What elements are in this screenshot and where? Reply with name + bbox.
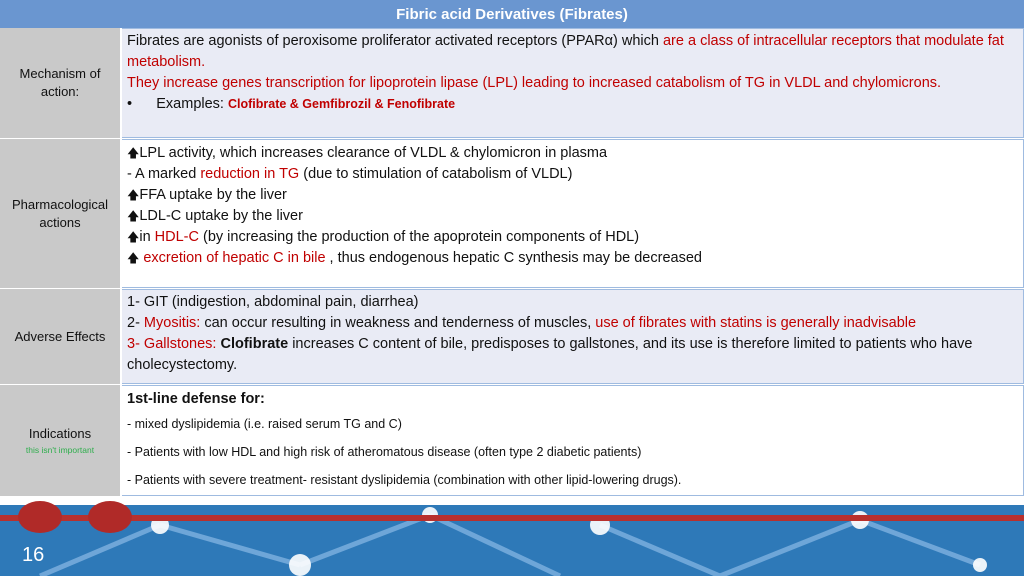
adverse-red: 3- Gallstones: bbox=[127, 336, 221, 352]
adverse-num: 2- bbox=[127, 315, 144, 331]
label-line: actions bbox=[39, 214, 81, 230]
action-text-red: reduction in TG bbox=[200, 166, 300, 182]
label-line: action: bbox=[40, 84, 80, 99]
action-text: FFA uptake by the liver bbox=[139, 187, 287, 203]
action-line bbox=[127, 164, 1017, 185]
adverse-line bbox=[127, 334, 1017, 376]
row-mechanism bbox=[0, 28, 1024, 139]
examples-line bbox=[127, 94, 1017, 115]
action-line bbox=[127, 227, 1017, 248]
mechanism-content bbox=[122, 28, 1024, 138]
item-dash: - bbox=[127, 417, 135, 431]
up-arrow-icon: 🡅 bbox=[127, 209, 140, 223]
mechanism-text-red: are a class of intracellular receptors that modulate fat metabolism. bbox=[127, 33, 1004, 70]
action-line bbox=[127, 143, 1017, 164]
footer-red-circle bbox=[88, 501, 132, 533]
action-text: LDL-C uptake by the liver bbox=[139, 208, 303, 224]
indications-heading: 1st-line defense for: bbox=[127, 391, 265, 407]
label-line: Adverse Effects bbox=[14, 328, 106, 344]
bullet: • bbox=[127, 96, 133, 112]
action-text-red: HDL-C bbox=[154, 229, 199, 245]
footer-red-circle bbox=[18, 501, 62, 533]
up-arrow-icon: 🡅 bbox=[127, 230, 140, 244]
row-label-adverse bbox=[0, 289, 122, 384]
footer-red-line bbox=[0, 515, 1024, 521]
action-line bbox=[127, 185, 1017, 206]
label-line: Mechanism of bbox=[19, 66, 101, 81]
adverse-red: Myositis: bbox=[143, 315, 201, 331]
row-adverse bbox=[0, 289, 1024, 385]
up-arrow-icon: 🡅 bbox=[127, 146, 140, 160]
indications-note: this isn't important bbox=[25, 444, 95, 455]
adverse-line: 1- GIT (indigestion, abdominal pain, diarrhea) bbox=[127, 294, 419, 310]
mechanism-lpl-text: They increase genes transcription for lipoprotein lipase (LPL) leading to increased catabolism of TG in VLDL and chylomicrons. bbox=[127, 75, 942, 91]
mechanism-text bbox=[127, 31, 1017, 73]
item-text: mixed dyslipidemia (i.e. raised serum TG and C) bbox=[134, 417, 402, 431]
up-arrow-icon: 🡅 bbox=[127, 251, 140, 265]
adverse-line bbox=[127, 313, 1017, 334]
examples-value: Clofibrate & Gemfibrozil & Fenofibrate bbox=[227, 97, 456, 111]
indications-content bbox=[122, 385, 1024, 496]
indication-item: - Patients with low HDL and high risk of atheromatous disease (often type 2 diabetic patients) bbox=[127, 445, 642, 459]
action-text: (due to stimulation of catabolism of VLDL) bbox=[299, 166, 573, 182]
indication-item: - Patients with severe treatment- resistant dyslipidemia (combination with other lipid-lowering drugs). bbox=[127, 473, 682, 487]
action-text: in bbox=[139, 229, 155, 245]
label-line: Indications bbox=[28, 425, 92, 441]
up-arrow-icon: 🡅 bbox=[127, 188, 140, 202]
adverse-text: can occur resulting in weakness and tenderness of muscles, bbox=[200, 315, 596, 331]
page-number: 16 bbox=[22, 544, 45, 566]
examples-label: Examples: bbox=[156, 96, 228, 112]
adverse-bold: Clofibrate bbox=[220, 336, 289, 352]
action-text: LPL activity, which increases clearance of VLDL & chylomicron in plasma bbox=[139, 145, 608, 161]
row-label-mechanism bbox=[0, 28, 122, 138]
adverse-text: increases C content of bile, predisposes to gallstones, and its use is therefore limited to patients who have cholecystectomy. bbox=[127, 336, 973, 373]
row-indications bbox=[0, 385, 1024, 497]
action-text: (by increasing the production of the apoprotein components of HDL) bbox=[198, 229, 640, 245]
action-text: , thus endogenous hepatic C synthesis may be decreased bbox=[325, 250, 702, 266]
action-text: - A marked bbox=[127, 166, 201, 182]
adverse-red: use of fibrates with statins is generally inadvisable bbox=[595, 315, 917, 331]
action-text-red: excretion of hepatic C in bile bbox=[139, 250, 326, 266]
slide-title: Fibric acid Derivatives (Fibrates) bbox=[0, 0, 1024, 28]
row-label-indications bbox=[0, 385, 122, 496]
row-label-pharmacological bbox=[0, 139, 122, 288]
action-line bbox=[127, 206, 1017, 227]
content-table bbox=[0, 28, 1024, 497]
row-pharmacological bbox=[0, 139, 1024, 289]
pharmacological-content bbox=[122, 139, 1024, 288]
indication-item bbox=[127, 410, 1017, 438]
mechanism-text-plain: Fibrates are agonists of peroxisome proliferator activated receptors (PPARα) which bbox=[127, 33, 663, 49]
adverse-content bbox=[122, 289, 1024, 384]
label-line: Pharmacological bbox=[11, 196, 109, 212]
action-line bbox=[127, 248, 1017, 269]
